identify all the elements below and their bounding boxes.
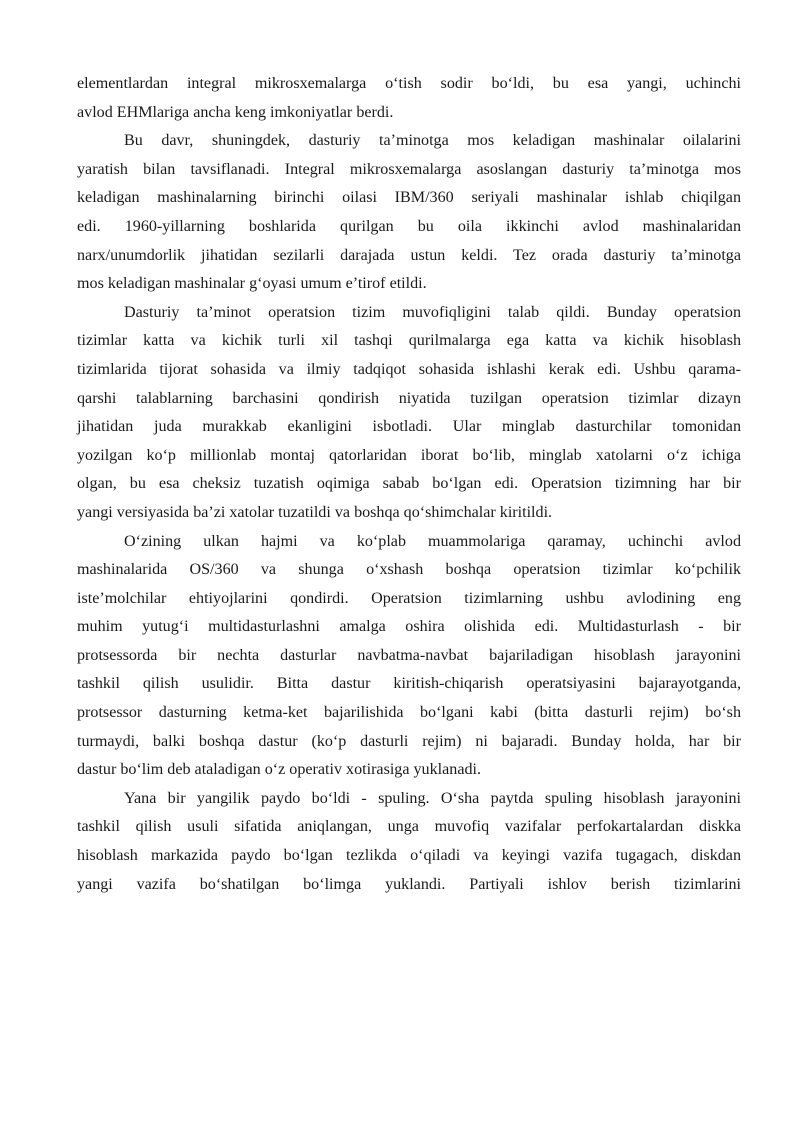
text-line: mos keladigan mashinalar g‘oyasi umum e’tirof etildi.	[77, 275, 427, 293]
text-line: jihatidan juda murakkab ekanligini isbotladi. Ular minglab dasturchilar tomonidan	[77, 418, 741, 436]
text-line: iste’molchilar ehtiyojlarini qondirdi. Operatsion tizimlarning ushbu avlodining eng	[77, 589, 741, 607]
paragraph	[77, 70, 741, 127]
text-line: qarshi talablarning barchasini qondirish niyatida tuzilgan operatsion tizimlar dizayn	[77, 389, 741, 407]
text-line: keladigan mashinalarning birinchi oilasi IBM/360 seriyali mashinalar ishlab chiqilgan	[77, 189, 741, 207]
text-line: yozilgan ko‘p millionlab montaj qatorlaridan iborat bo‘lib, minglab xatolarni o‘z ichiga	[77, 446, 741, 464]
text-line: yaratish bilan tavsiflanadi. Integral mikrosxemalarga asoslangan dasturiy ta’minotga mos	[77, 160, 741, 178]
text-line: yangi versiyasida ba’zi xatolar tuzatildi va boshqa qo‘shimchalar kiritildi.	[77, 503, 553, 521]
text-line: tashkil qilish usuli sifatida aniqlangan, unga muvofiq vazifalar perfokartalardan diskka	[77, 818, 741, 836]
text-line: muhim yutug‘i multidasturlashni amalga oshira olishida edi. Multidasturlash - bir	[77, 618, 741, 636]
text-line: protsessorda bir nechta dasturlar navbatma-navbat bajariladigan hisoblash jarayonini	[77, 646, 741, 664]
text-line: dastur bo‘lim deb ataladigan o‘z operativ xotirasiga yuklanadi.	[77, 761, 482, 779]
text-line: tizimlarida tijorat sohasida va ilmiy tadqiqot sohasida ishlashi kerak edi. Ushbu qarama-	[77, 360, 741, 378]
text-line: edi. 1960-yillarning boshlarida qurilgan bu oila ikkinchi avlod mashinalaridan	[77, 217, 741, 235]
text-line: yangi vazifa bo‘shatilgan bo‘limga yuklandi. Partiyali ishlov berish tizimlarini	[77, 875, 741, 893]
text-line: Bu davr, shuningdek, dasturiy ta’minotga mos keladigan mashinalar oilalarini	[124, 132, 741, 150]
text-line: elementlardan integral mikrosxemalarga o‘tish sodir bo‘ldi, bu esa yangi, uchinchi	[77, 75, 741, 92]
text-line: protsessor dasturning ketma-ket bajarilishida bo‘lgani kabi (bitta dasturli rejim) bo‘sh	[77, 704, 741, 722]
paragraph	[77, 299, 741, 528]
text-line: turmaydi, balki boshqa dastur (ko‘p dasturli rejim) ni bajaradi. Bunday holda, har bir	[77, 732, 741, 750]
text-line: narx/unumdorlik jihatidan sezilarli darajada ustun keldi. Tez orada dasturiy ta’minotga	[77, 246, 741, 264]
text-line: Dasturiy ta’minot operatsion tizim muvofiqligini talab qildi. Bunday operatsion	[124, 303, 741, 321]
paragraph	[77, 528, 741, 785]
text-line: tizimlar katta va kichik turli xil tashqi qurilmalarga ega katta va kichik hisoblash	[77, 332, 741, 350]
document-page	[77, 70, 741, 899]
text-line: O‘zining ulkan hajmi va ko‘plab muammolariga qaramay, uchinchi avlod	[124, 532, 741, 550]
paragraph	[77, 127, 741, 299]
text-line: avlod EHMlariga ancha keng imkoniyatlar berdi.	[77, 103, 394, 121]
text-line: mashinalarida OS/360 va shunga o‘xshash boshqa operatsion tizimlar ko‘pchilik	[77, 561, 741, 579]
text-line: Yana bir yangilik paydo bo‘ldi - spuling. O‘sha paytda spuling hisoblash jarayonini	[124, 789, 741, 807]
paragraph	[77, 785, 741, 899]
text-line: tashkil qilish usulidir. Bitta dastur kiritish-chiqarish operatsiyasini bajarayotganda,	[77, 675, 741, 693]
text-line: olgan, bu esa cheksiz tuzatish oqimiga sabab bo‘lgan edi. Operatsion tizimning har bir	[77, 475, 741, 493]
text-line: hisoblash markazida paydo bo‘lgan tezlikda o‘qiladi va keyingi vazifa tugagach, diskdan	[77, 847, 741, 865]
